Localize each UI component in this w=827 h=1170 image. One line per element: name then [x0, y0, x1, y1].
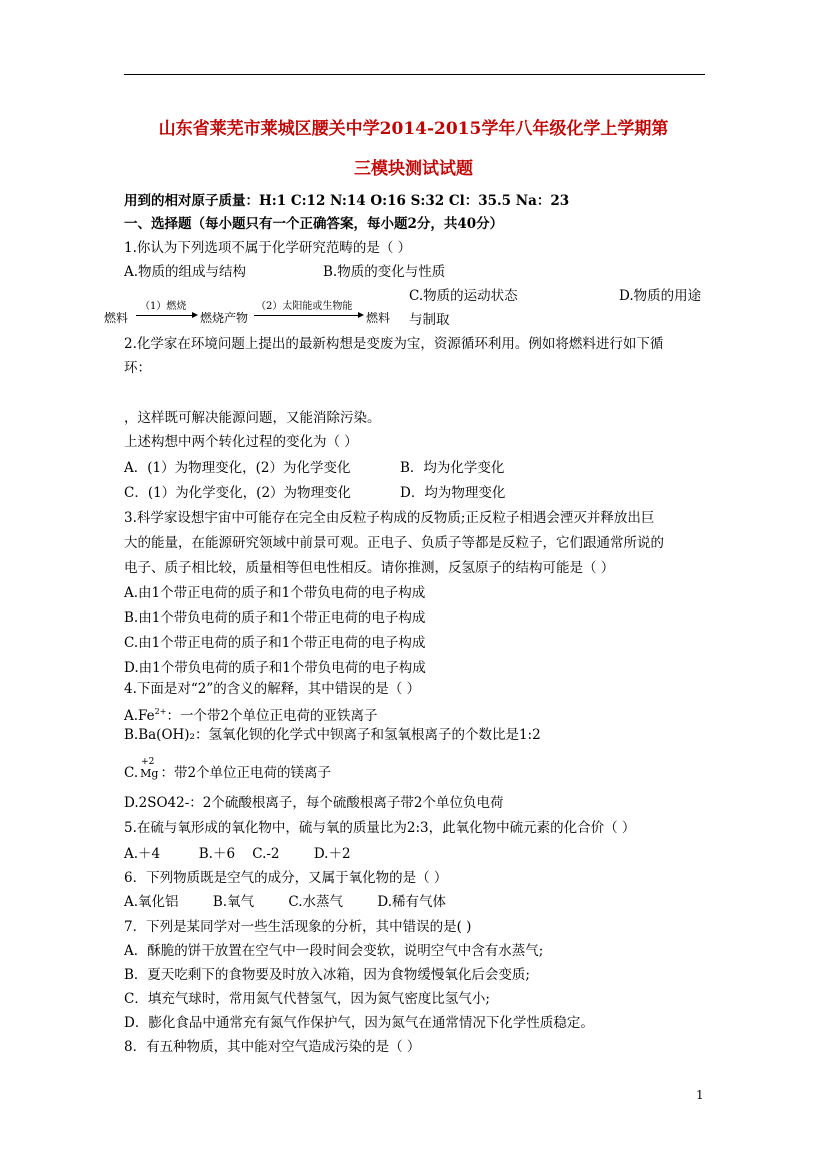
- q4-option-c: [124, 757, 332, 783]
- diagram-node-fuel: 燃料: [104, 311, 129, 325]
- document-title-line2: 三模块测试试题: [354, 159, 473, 179]
- diagram-arrow2-label: （2）太阳能或生物能: [256, 301, 353, 312]
- mg-symbol: Mg: [140, 767, 159, 780]
- diagram-arrow2: [254, 315, 358, 316]
- q2-option-d: D．均为物理变化: [400, 485, 506, 501]
- q7-stem: 7．下列是某同学对一些生活现象的分析，其中错误的是( ): [124, 919, 472, 935]
- q1-option-d: D.物质的用途: [619, 288, 702, 304]
- q2-stem-line3: ，这样既可解决能源问题，又能消除污染。: [124, 410, 381, 426]
- q3-option-a: A.由1个带正电荷的质子和1个带负电荷的电子构成: [124, 585, 426, 601]
- q2-stem-line1: 2.化学家在环境问题上提出的最新构想是变废为宝，资源循环利用。例如将燃料进行如下循: [124, 336, 664, 352]
- q4-option-d: D.2SO42-：2个硫酸根离子，每个硫酸根离子带2个单位负电荷: [124, 795, 504, 811]
- q7-option-a: A．酥脆的饼干放置在空气中一段时间会变软，说明空气中含有水蒸气;: [124, 943, 544, 959]
- q3-stem-line1: 3.科学家设想宇宙中可能存在完全由反粒子构成的反物质;正反粒子相遇会湮灭并释放出巨: [124, 510, 655, 526]
- q8-stem: 8．有五种物质，其中能对空气造成污染的是（ ）: [124, 1039, 421, 1055]
- q5-stem: 5.在硫与氧形成的氧化物中，硫与氧的质量比为2:3，此氧化物中硫元素的化合价（ ）: [124, 820, 636, 836]
- q4-option-b: B.Ba(OH)₂：氢氧化钡的化学式中钡离子和氢氧根离子的个数比是1:2: [124, 727, 541, 743]
- q4-a-superscript: 2+: [154, 707, 167, 716]
- q4-a-prefix: A.Fe: [124, 708, 155, 724]
- q6-stem: 6．下列物质既是空气的成分，又属于氧化物的是（ ）: [124, 870, 448, 886]
- q3-stem-line3: 电子、质子相比较，质量相等但电性相反。请你推测，反氢原子的结构可能是（ ）: [124, 560, 615, 576]
- q3-option-c: C.由1个带正电荷的质子和1个带正电荷的电子构成: [124, 635, 426, 651]
- diagram-arrowhead2: [358, 312, 364, 318]
- q1-option-d-cont: 与制取: [409, 312, 450, 328]
- q4-stem: 4.下面是对“2”的含义的解释，其中错误的是（ ）: [124, 681, 421, 697]
- atomic-masses: 用到的相对原子质量：H:1 C:12 N:14 O:16 S:32 Cl：35.5 Na：23: [124, 193, 570, 209]
- q3-stem-line2: 大的能量，在能源研究领域中前景可观。正电子、负质子等都是反粒子，它们跟通常所说的: [124, 535, 664, 551]
- q2-stem-line2: 环：: [124, 360, 151, 376]
- document-title-line1: 山东省莱芜市莱城区腰关中学2014-2015学年八年级化学上学期第: [158, 119, 669, 139]
- diagram-node-fuel-2: 燃料: [366, 311, 391, 325]
- mg-valence: +2: [141, 757, 155, 767]
- q2-stem-line4: 上述构想中两个转化过程的变化为（ ）: [124, 434, 358, 450]
- q4-c-text: ：带2个单位正电荷的镁离子: [160, 765, 332, 781]
- q4-a-text: ：一个带2个单位正电荷的亚铁离子: [166, 708, 378, 724]
- section1-header: 一、选择题（每小题只有一个正确答案，每小题2分，共40分）: [124, 216, 504, 232]
- q7-option-b: B．夏天吃剩下的食物要及时放入冰箱，因为食物缓慢氧化后会变质;: [124, 967, 530, 983]
- q6-options: A.氧化铝 B.氧气 C.水蒸气 D.稀有气体: [124, 894, 447, 910]
- q4-option-a: [124, 703, 378, 725]
- mg-oxidation-state: [140, 757, 159, 783]
- q4-c-prefix: C.: [124, 765, 139, 781]
- q3-option-d: D.由1个带负电荷的质子和1个带负电荷的电子构成: [124, 660, 426, 676]
- q2-option-c: C．(1）为化学变化，(2）为物理变化: [124, 485, 352, 501]
- diagram-arrowhead1: [192, 312, 198, 318]
- q3-option-b: B.由1个带负电荷的质子和1个带正电荷的电子构成: [124, 610, 426, 626]
- q7-option-c: C．填充气球时，常用氮气代替氢气，因为氮气密度比氢气小;: [124, 991, 490, 1007]
- diagram-arrow1: [136, 315, 192, 316]
- page-number: 1: [696, 1088, 704, 1102]
- q2-option-a: A．(1）为物理变化，(2）为化学变化: [124, 460, 351, 476]
- q2-option-b: B．均为化学变化: [400, 460, 505, 476]
- q1-stem: 1.你认为下列选项不属于化学研究范畴的是（ ）: [124, 240, 412, 256]
- q7-option-d: D．膨化食品中通常充有氮气作保护气，因为氮气在通常情况下化学性质稳定。: [124, 1015, 594, 1031]
- q1-option-b: B.物质的变化与性质: [323, 264, 446, 280]
- q1-option-a: A.物质的组成与结构: [124, 264, 247, 280]
- q5-options: A.＋4 B.＋6 C.-2 D.＋2: [124, 846, 351, 862]
- q1-option-c: C.物质的运动状态: [409, 288, 518, 304]
- diagram-node-products: 燃烧产物: [200, 311, 249, 325]
- diagram-arrow1-label: （1）燃烧: [140, 301, 187, 312]
- header-rule: [124, 74, 705, 75]
